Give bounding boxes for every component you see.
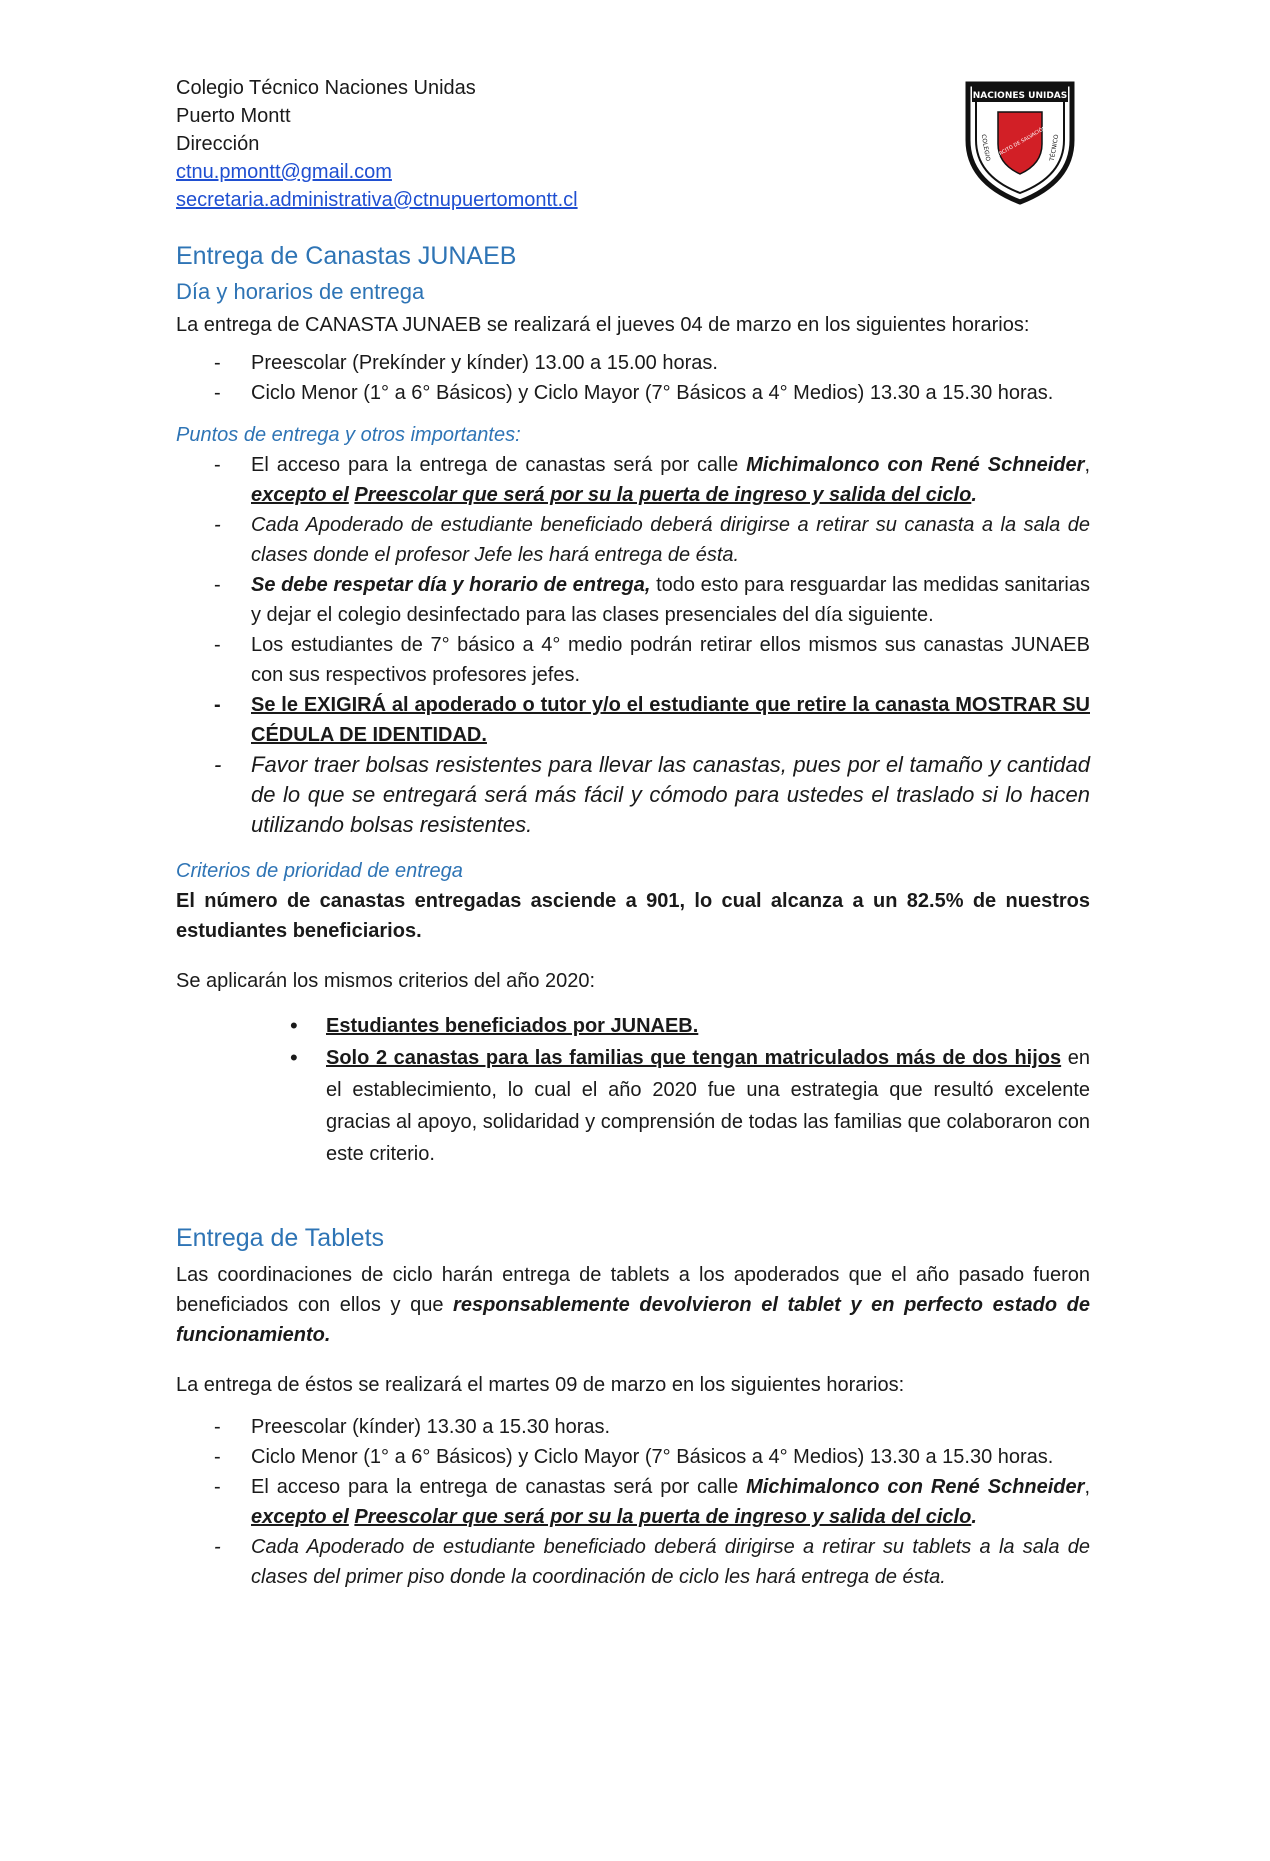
document-body xyxy=(176,74,1090,1592)
logo-left-text: COLEGIO xyxy=(979,133,992,162)
tablets-intro: Las coordinaciones de ciclo harán entrega de tablets a los apoderados que el año pasado fueron beneficiados con ellos y que responsablemente devolvieron el tablet y en perfecto estado de funcionamiento. xyxy=(176,1264,1090,1346)
list-item: - Se le EXIGIRÁ al apoderado o tutor y/o el estudiante que retire la canasta MOSTRAR SU CÉDULA DE IDENTIDAD. xyxy=(176,690,1090,750)
list-item: - Se debe respetar día y horario de entrega, todo esto para resguardar las medidas sanitarias y dejar el colegio desinfectado para las clases presenciales del día siguiente. xyxy=(176,570,1090,630)
list-item: - El acceso para la entrega de canastas será por calle Michimalonco con René Schneider, excepto el Preescolar que será por su la puerta de ingreso y salida del ciclo. xyxy=(176,1472,1090,1532)
criteria-intro: Se aplicarán los mismos criterios del año 2020: xyxy=(176,970,596,992)
logo-center-text: EJÉRCITO DE SALVACIÓN xyxy=(991,125,1048,162)
tablets-heading: Entrega de Tablets xyxy=(176,1224,385,1252)
list-item: - Favor traer bolsas resistentes para llevar las canastas, pues por el tamaño y cantidad de lo que se entregará será más fácil y cómodo para ustedes el traslado si lo hacen utilizando bolsas resistentes. xyxy=(176,750,1090,840)
logo-right-text: TÉCNICO xyxy=(1048,133,1061,162)
canastas-heading: Entrega de Canastas JUNAEB xyxy=(176,242,517,270)
canastas-intro: La entrega de CANASTA JUNAEB se realizará el jueves 04 de marzo en los siguientes horarios: xyxy=(176,314,1030,336)
list-item: - Los estudiantes de 7° básico a 4° medio podrán retirar ellos mismos sus canastas JUNAEB con sus respectivos profesores jefes. xyxy=(176,630,1090,690)
criteria-list xyxy=(176,1010,1090,1170)
email-link-1[interactable]: ctnu.pmontt@gmail.com xyxy=(176,161,392,183)
school-city: Puerto Montt xyxy=(176,105,291,127)
list-item: - Cada Apoderado de estudiante beneficiado deberá dirigirse a retirar su canasta a la sala de clases donde el profesor Jefe les hará entrega de ésta. xyxy=(176,510,1090,570)
school-name: Colegio Técnico Naciones Unidas xyxy=(176,77,476,99)
criteria-heading: Criterios de prioridad de entrega xyxy=(176,860,463,882)
tablets-date: La entrega de éstos se realizará el martes 09 de marzo en los siguientes horarios: xyxy=(176,1374,905,1396)
list-item: - Cada Apoderado de estudiante beneficiado deberá dirigirse a retirar su tablets a la sala de clases del primer piso donde la coordinación de ciclo les hará entrega de ésta. xyxy=(176,1532,1090,1592)
list-item: - Ciclo Menor (1° a 6° Básicos) y Ciclo Mayor (7° Básicos a 4° Medios) 13.30 a 15.30 horas. xyxy=(176,1442,1090,1472)
letterhead xyxy=(176,74,1090,214)
points-list xyxy=(176,450,1090,840)
list-item: • Estudiantes beneficiados por JUNAEB. xyxy=(176,1010,1090,1042)
logo-ring-text: NACIONES UNIDAS xyxy=(972,91,1068,101)
list-item: - Ciclo Menor (1° a 6° Básicos) y Ciclo Mayor (7° Básicos a 4° Medios) 13.30 a 15.30 horas. xyxy=(176,378,1090,408)
email-link-2[interactable]: secretaria.administrativa@ctnupuertomontt.cl xyxy=(176,189,578,211)
schedule-heading: Día y horarios de entrega xyxy=(176,279,425,304)
points-heading: Puntos de entrega y otros importantes: xyxy=(176,424,521,446)
school-department: Dirección xyxy=(176,133,260,155)
criteria-summary: El número de canastas entregadas asciende a 901, lo cual alcanza a un 82.5% de nuestros estudiantes beneficiarios. xyxy=(176,890,1090,942)
list-item: - Preescolar (kínder) 13.30 a 15.30 horas. xyxy=(176,1412,1090,1442)
canastas-schedule-list xyxy=(176,348,1090,408)
list-item: - El acceso para la entrega de canastas será por calle Michimalonco con René Schneider, excepto el Preescolar que será por su la puerta de ingreso y salida del ciclo. xyxy=(176,450,1090,510)
list-item: • Solo 2 canastas para las familias que tengan matriculados más de dos hijos en el establecimiento, lo cual el año 2020 fue una estrategia que resultó excelente gracias al apoyo, solidaridad y comprensión de todas las familias que colaboraron con este criterio. xyxy=(176,1042,1090,1170)
tablets-list xyxy=(176,1412,1090,1592)
list-item: - Preescolar (Prekínder y kínder) 13.00 a 15.00 horas. xyxy=(176,348,1090,378)
